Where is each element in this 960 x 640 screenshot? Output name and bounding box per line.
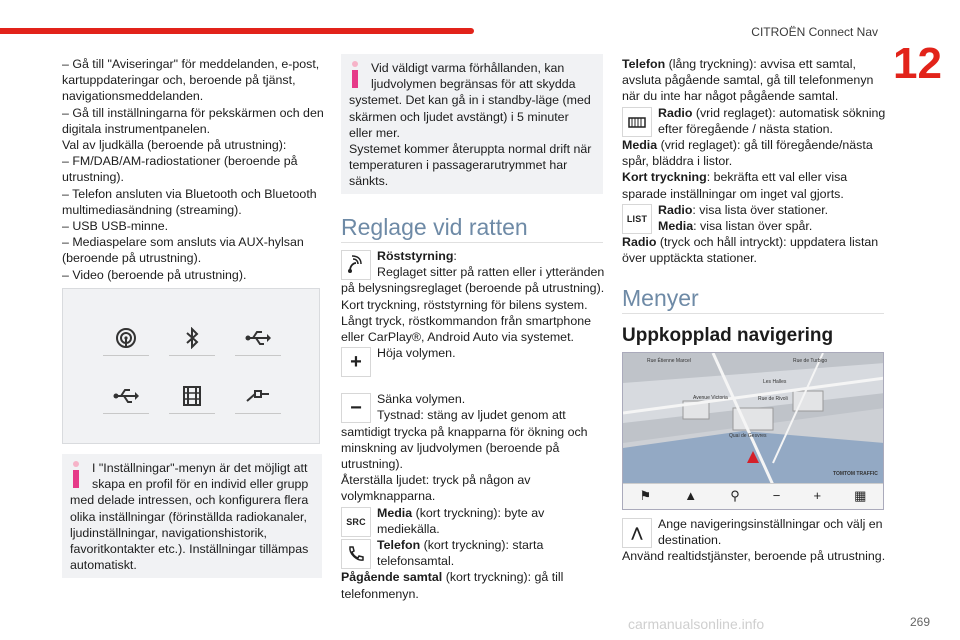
paragraph: – Telefon ansluten via Bluetooth och Bluetooth multimediasändning (streaming). <box>62 186 317 217</box>
paragraph: Sänka volymen. <box>377 392 466 407</box>
info-text: Vid väldigt varma förhållanden, kan ljudvolymen begränsas för att skydda systemet. Det kan gå in i standby-läge (med skärmen och ljudet avstängt) i 5 minuter eller mer. Systemet kommer återuppta normal drift när temperaturen i passagerarutrymmet har sänkts. <box>349 61 592 189</box>
minus-icon: − <box>341 393 371 423</box>
chapter-number: 12 <box>893 39 942 88</box>
header-red-bar <box>0 28 474 34</box>
steering-controls: Röststyrning: Reglaget sitter på ratten eller i ytteränden på belysningsreglaget (beroende på utrustning). Kort tryckning, röststyrning för bilens system. Långt tryck, röstkommandon från smartphone eller CarPlay®, Android Auto via systemet. + Höja volymen. − Sänka volymen. Tystnad: stäng av ljudet genom att samtidigt trycka på knapparna för ökning och minskning av ljudvolymen (beroende på utrustning). Återställa ljudet: tryck på någon av volymknapparna. SRC Media (kort tryckning): byte av mediekälla. Telefon (kort tryckning): starta telefonsamtal. Pågående samtal (kort tryckning): gå till telefonmenyn. <box>341 248 607 602</box>
label: Media <box>658 219 694 234</box>
paragraph: – Gå till "Aviseringar" för meddelanden, e-post, kartuppdateringar och, beroende på tjänst, navigationsmeddelanden. <box>62 57 320 104</box>
source-icons-figure <box>62 288 320 444</box>
info-icon <box>70 461 84 489</box>
flag-icon[interactable]: ⚑ <box>639 488 652 504</box>
divider <box>235 413 281 414</box>
map-label: TOMTOM TRAFFIC <box>833 471 878 477</box>
paragraph: Kort tryckning, röststyrning för bilens system. <box>341 297 588 312</box>
divider <box>341 242 603 243</box>
usb-icon <box>103 385 149 408</box>
phone-icon <box>341 539 371 569</box>
subsection-heading: Uppkopplad navigering <box>622 325 834 346</box>
paragraph: (vrid reglaget): gå till föregående/nästa spår, bläddra i listor. <box>622 138 873 169</box>
video-icon <box>169 385 215 408</box>
map-label: Quai de Gesvres <box>729 433 767 439</box>
section-heading-menus: Menyer <box>622 285 699 311</box>
paragraph: Reglaget sitter på ratten eller i ytteränden på belysningsreglaget (beroende på utrustning). <box>341 265 605 296</box>
navigation-description <box>622 516 888 565</box>
north-arrow-icon[interactable]: ▲ <box>684 488 698 504</box>
column-3 <box>622 56 888 267</box>
aux-icon <box>235 385 281 408</box>
zoom-in-icon[interactable]: + <box>813 488 822 504</box>
search-icon[interactable]: ⚲ <box>730 488 740 504</box>
paragraph: – USB USB-minne. <box>62 219 169 234</box>
map-label: Avenue Victoria <box>693 395 728 401</box>
info-box-settings <box>62 454 322 578</box>
map-toolbar <box>623 483 883 509</box>
divider <box>103 355 149 356</box>
paragraph: (kort tryckning): starta telefonsamtal. <box>377 538 544 569</box>
voice-control-icon <box>341 250 371 280</box>
divider <box>235 355 281 356</box>
paragraph: Långt tryck, röstkommandon från smartphone eller CarPlay®, Android Auto via systemet. <box>341 313 591 345</box>
map-image <box>623 353 884 485</box>
paragraph: (lång tryckning): avvisa ett samtal, avsluta pågående samtal, gå till telefonmenyn när du inte har något pågående samtal. <box>622 57 874 104</box>
paragraph: (tryck och håll intryckt): uppdatera listan över upptäckta stationer. <box>622 235 879 266</box>
label: Media <box>622 138 658 153</box>
watermark: carmanualsonline.info <box>628 616 765 632</box>
src-icon: SRC <box>341 507 371 537</box>
divider <box>169 355 215 356</box>
section-heading: Reglage vid ratten <box>341 214 528 240</box>
label: Röststyrning <box>377 249 454 263</box>
paragraph: (kort tryckning): gå till telefonmenyn. <box>341 570 564 601</box>
page-number: 269 <box>909 615 930 629</box>
rotary-knob-icon <box>622 107 652 137</box>
label: Media <box>377 505 413 520</box>
info-icon <box>349 61 363 89</box>
divider <box>169 413 215 414</box>
paragraph: – Mediaspelare som ansluts via AUX-hylsan (beroende på utrustning). <box>62 235 304 266</box>
paragraph: Höja volymen. <box>377 346 456 361</box>
label: Kort tryckning <box>622 170 707 185</box>
paragraph: – Video (beroende på utrustning). <box>62 267 247 282</box>
label: Pågående samtal <box>341 570 443 585</box>
map-label: Les Halles <box>763 379 787 385</box>
map-layers-icon[interactable]: ▦ <box>854 488 867 504</box>
usb-icon <box>235 327 281 350</box>
label: Telefon <box>622 57 666 71</box>
running-header: CITROËN Connect Nav <box>751 25 878 39</box>
paragraph: : visa lista över stationer. <box>692 202 829 217</box>
radio-icon <box>103 327 149 350</box>
paragraph: – FM/DAB/AM-radiostationer (beroende på utrustning). <box>62 154 298 185</box>
column-1 <box>62 56 324 283</box>
label: Telefon <box>377 538 421 553</box>
list-icon: LIST <box>622 204 652 234</box>
navigation-icon: ⋀ <box>622 518 652 548</box>
paragraph: Tystnad: stäng av ljudet genom att samtidigt trycka på knapparna för ökning och minskning av ljudvolymen (beroende på utrustning). <box>341 408 588 472</box>
map-label: Rue de Rivoli <box>758 396 788 402</box>
map-label: Rue de Turbigo <box>793 358 828 364</box>
paragraph: Återställa ljudet: tryck på någon av volymknapparna. <box>341 473 531 504</box>
paragraph: – Gå till inställningarna för pekskärmen och den digitala instrumentpanelen. <box>62 105 324 136</box>
paragraph: : visa listan över spår. <box>693 219 813 234</box>
paragraph: (kort tryckning): byte av mediekälla. <box>377 505 545 536</box>
paragraph: Använd realtidstjänster, beroende på utrustning. <box>622 549 886 564</box>
plus-icon: + <box>341 347 371 377</box>
zoom-out-icon[interactable]: − <box>772 488 781 504</box>
info-text: I "Inställningar"-menyn är det möjligt att skapa en profil för en individ eller grupp med delade intressen, och konfigurera flera olika inställningar (förinställda radiokanaler, ljudinställningar, navigationshistorik, favoritkontakter etc.). Inställningar tillämpas automatiskt. <box>70 461 309 573</box>
label: Radio <box>658 105 693 120</box>
paragraph: (vrid reglaget): automatisk sökning efter föregående / nästa station. <box>658 105 886 136</box>
divider <box>103 413 149 414</box>
paragraph: Ange navigeringsinställningar och välj en destination. <box>658 517 883 548</box>
map-label: Rue Étienne Marcel <box>647 358 691 364</box>
navigation-map-screenshot <box>622 352 884 510</box>
divider <box>622 313 884 314</box>
bluetooth-icon <box>169 327 215 350</box>
paragraph: Val av ljudkälla (beroende på utrustning): <box>62 138 287 153</box>
paragraph: : bekräfta ett val eller visa sparade inställningar om inget val gjorts. <box>622 170 848 201</box>
label: Radio <box>622 235 657 250</box>
info-box-temperature <box>341 54 603 194</box>
label: Radio <box>658 202 693 217</box>
